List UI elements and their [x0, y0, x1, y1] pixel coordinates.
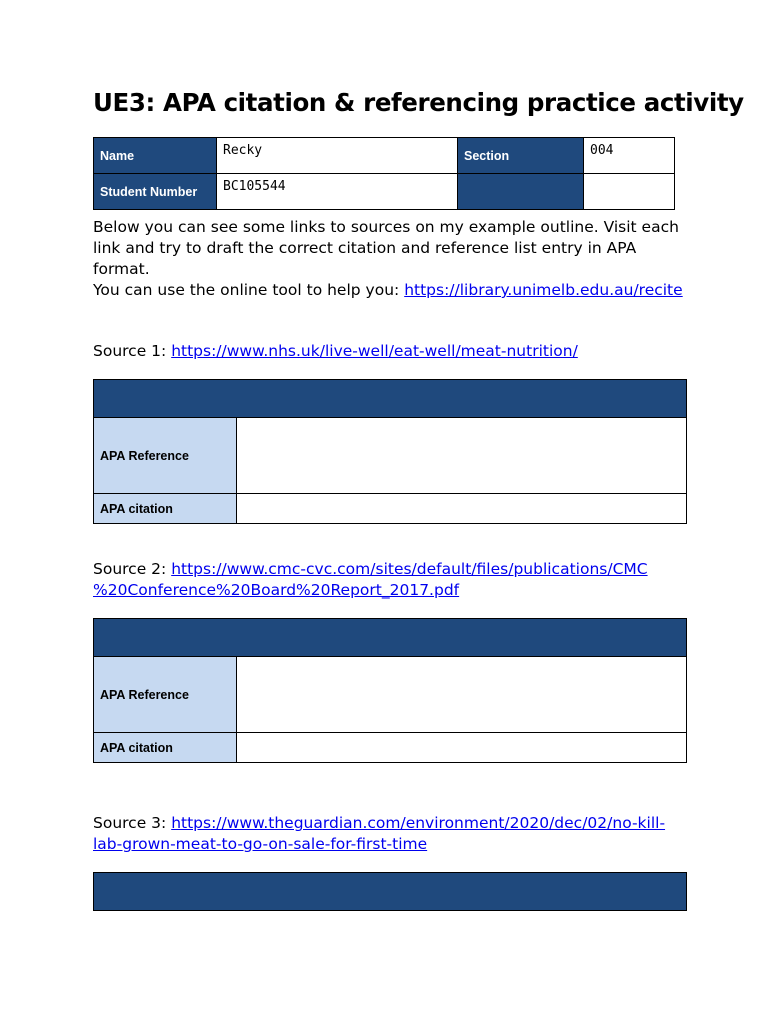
student-number-label: Student Number: [94, 174, 217, 210]
empty-label-cell: [458, 174, 584, 210]
source-2-link-line1: https://www.cmc-cvc.com/sites/default/files/publications/CMC: [171, 560, 648, 578]
source-2-prefix: Source 2:: [93, 560, 172, 578]
empty-field-cell[interactable]: [584, 174, 675, 210]
tool-line: [93, 280, 693, 301]
source-1-reference-row: [94, 418, 687, 494]
source-2-line: [93, 559, 693, 601]
source-2-reference-row: [94, 657, 687, 733]
source-2-header-row: [94, 619, 687, 657]
source-1-line: [93, 341, 693, 362]
source-3-header-row: [94, 873, 687, 911]
section-field[interactable]: 004: [584, 138, 675, 174]
source-1-citation-field[interactable]: [237, 494, 687, 524]
intro-paragraph: Below you can see some links to sources on my example outline. Visit each link and try to draft the correct citation and reference list entry in APA format.: [93, 218, 679, 278]
source-2-reference-label: APA Reference: [94, 657, 237, 733]
name-label: Name: [94, 138, 217, 174]
recite-tool-link[interactable]: https://library.unimelb.edu.au/recite: [404, 281, 683, 299]
source-3-line: [93, 813, 693, 855]
source-3-header-cell: [94, 873, 687, 911]
source-2-citation-label: APA citation: [94, 733, 237, 763]
source-2-link-line2: %20Conference%20Board%20Report_2017.pdf: [93, 581, 460, 599]
section-label: Section: [458, 138, 584, 174]
source-2-link[interactable]: [93, 560, 648, 599]
source-3-prefix: Source 3:: [93, 814, 172, 832]
info-row: [94, 174, 675, 210]
source-1-citation-label: APA citation: [94, 494, 237, 524]
source-1-reference-field[interactable]: [237, 418, 687, 494]
source-1-prefix: Source 1:: [93, 342, 172, 360]
name-field[interactable]: Recky: [217, 138, 458, 174]
source-2-citation-field[interactable]: [237, 733, 687, 763]
source-2-citation-row: [94, 733, 687, 763]
source-2-table: [93, 618, 687, 763]
info-row: [94, 138, 675, 174]
source-1-link[interactable]: https://www.nhs.uk/live-well/eat-well/meat-nutrition/: [171, 342, 578, 360]
tool-line-prefix: You can use the online tool to help you:: [93, 281, 405, 299]
student-number-field[interactable]: BC105544: [217, 174, 458, 210]
source-1-citation-row: [94, 494, 687, 524]
source-3-link-line1: https://www.theguardian.com/environment/2020/dec/02/no-kill-: [171, 814, 666, 832]
source-1-header-row: [94, 380, 687, 418]
page-title: UE3: APA citation & referencing practice activity: [93, 88, 744, 117]
source-3-link[interactable]: [93, 814, 665, 853]
source-3-link-line2: lab-grown-meat-to-go-on-sale-for-first-time: [93, 835, 428, 853]
source-2-header-cell: [94, 619, 687, 657]
source-1-header-cell: [94, 380, 687, 418]
source-1-reference-label: APA Reference: [94, 418, 237, 494]
source-2-reference-field[interactable]: [237, 657, 687, 733]
source-1-table: [93, 379, 687, 524]
student-info-table: [93, 137, 675, 210]
source-3-table: [93, 872, 687, 911]
